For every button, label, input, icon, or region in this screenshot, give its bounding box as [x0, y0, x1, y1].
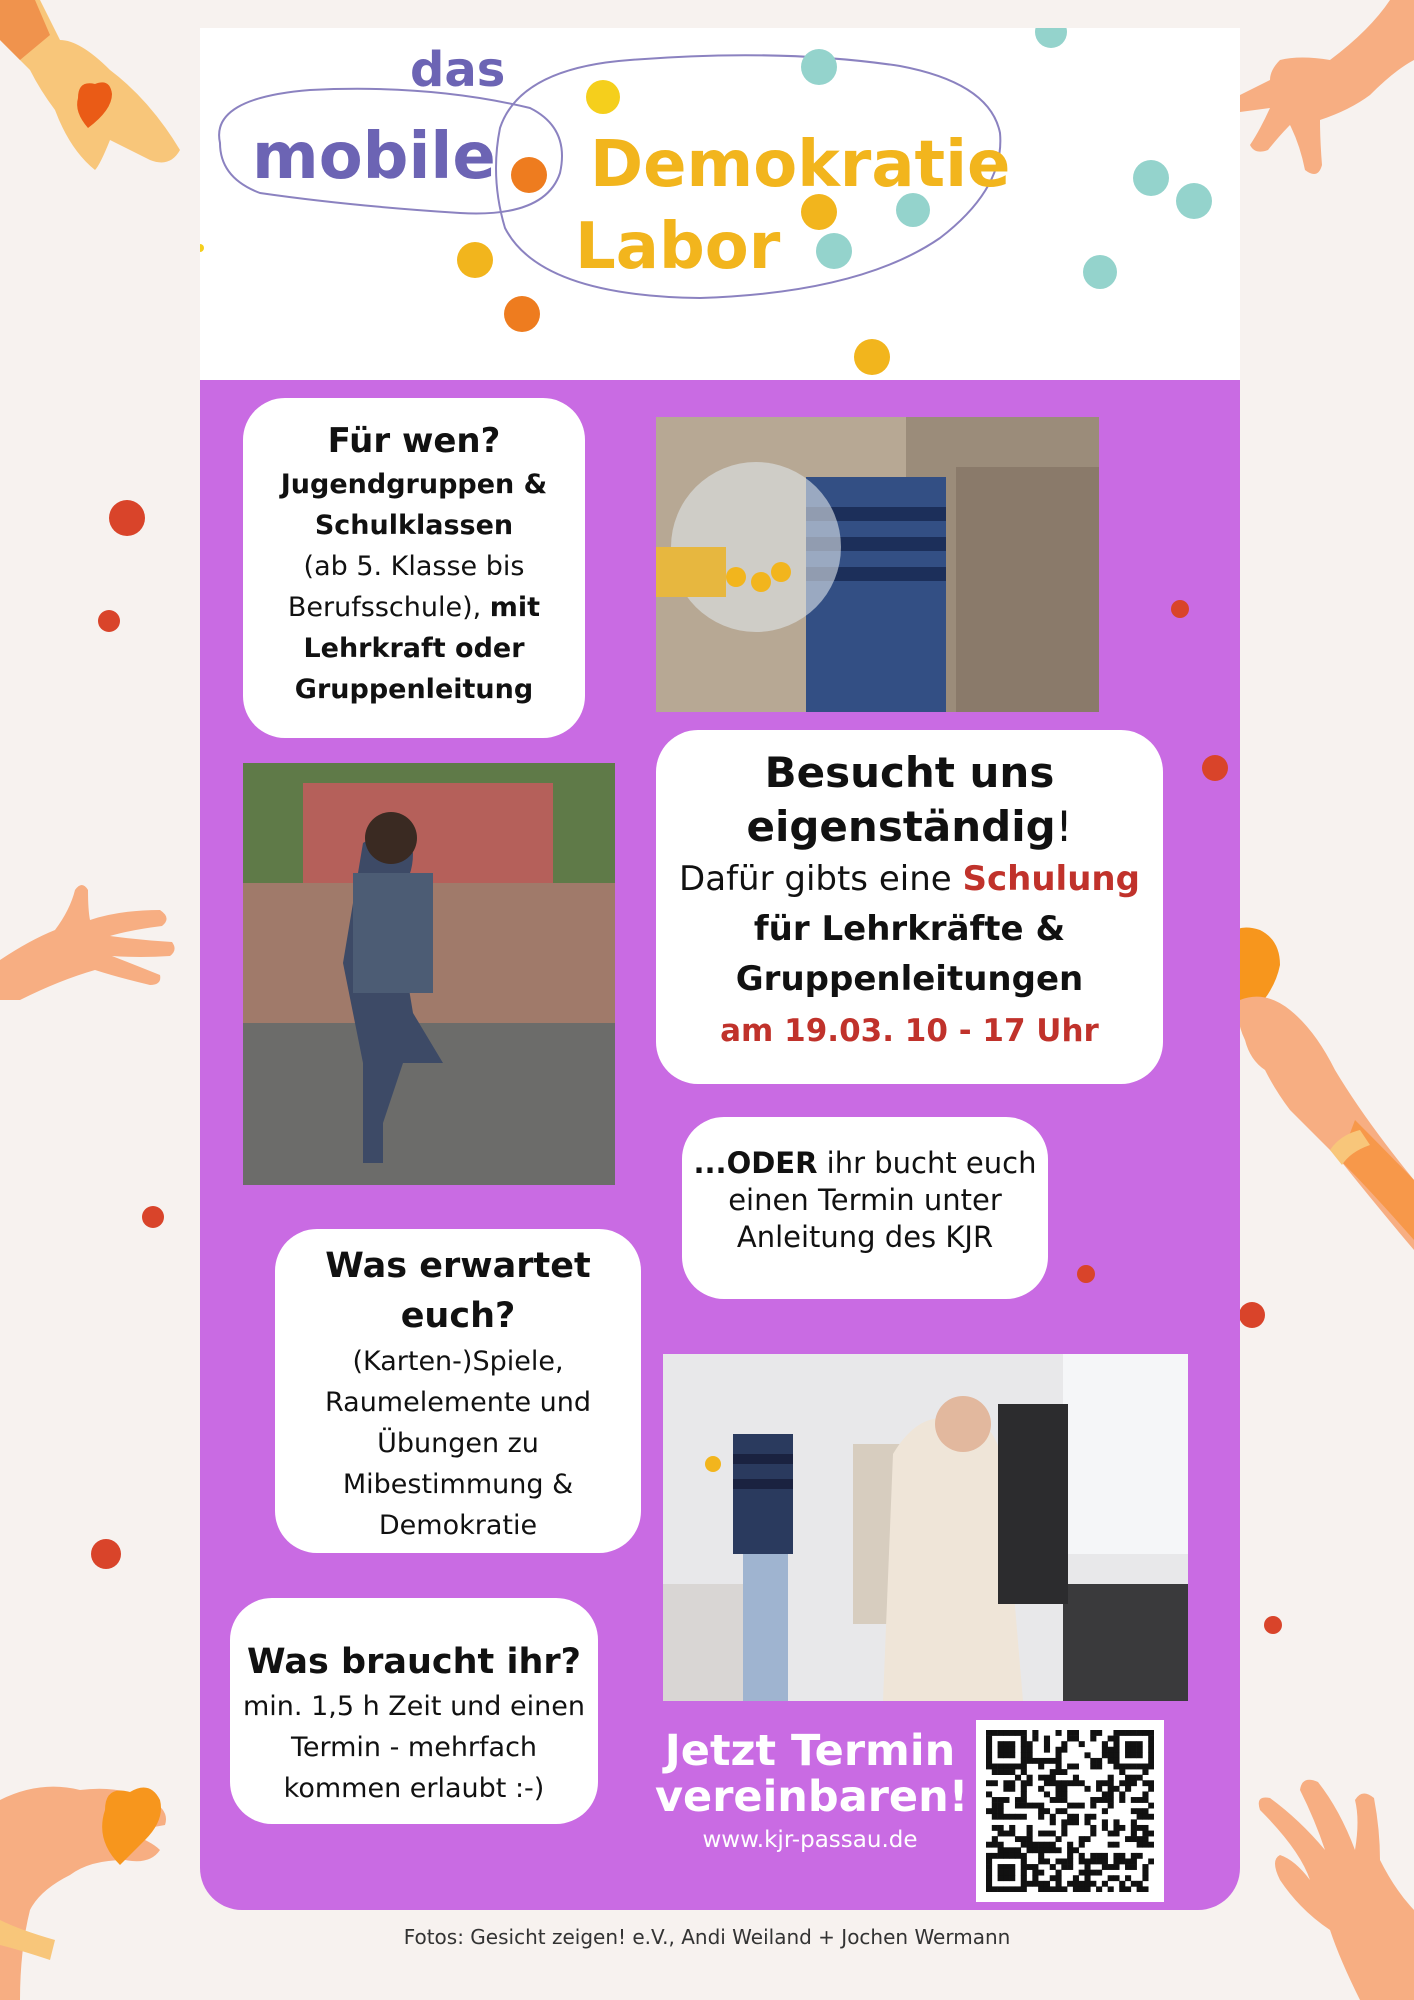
photo-bowl-game: [656, 417, 1099, 712]
qr-code[interactable]: [976, 1720, 1164, 1902]
date-text: am 19.03. 10 - 17 Uhr: [720, 1013, 1099, 1049]
text-line: [656, 854, 1163, 904]
card-booking: [682, 1117, 1048, 1299]
card-title: euch?: [400, 1296, 516, 1336]
card-title: Was erwartet: [325, 1246, 591, 1286]
text-line: Raumelemente und: [324, 1387, 592, 1418]
poster: [200, 28, 1240, 1910]
decor-dot: [142, 1206, 164, 1228]
text-span: Dafür gibts eine: [679, 859, 952, 899]
text-line: Demokratie: [378, 1510, 538, 1541]
hand-bottom-right-icon: [1240, 1760, 1414, 2000]
text-span: ...ODER: [693, 1146, 818, 1180]
decor-dot: [98, 610, 120, 632]
website-link[interactable]: www.kjr-passau.de: [702, 1827, 918, 1853]
text-line: Anleitung des KJR: [736, 1220, 994, 1254]
logo-mobile: mobile: [252, 120, 496, 194]
card-requirements: [230, 1598, 598, 1824]
photo-juggling-group: [663, 1354, 1188, 1701]
text-span: eigenständig: [746, 802, 1056, 851]
photo-credits: Fotos: Gesicht zeigen! e.V., Andi Weiland + Jochen Wermann: [403, 1925, 1011, 1949]
text-line: einen Termin unter: [728, 1183, 1002, 1217]
decor-dot: [1239, 1302, 1265, 1328]
hand-top-right-icon: [1210, 0, 1414, 200]
text-span: ihr bucht euch: [826, 1146, 1037, 1180]
text-line: Lehrkraft oder: [303, 633, 525, 664]
decor-dot: [1264, 1616, 1282, 1634]
text-line: Übungen zu: [377, 1428, 539, 1459]
text-line: kommen erlaubt :-): [283, 1773, 545, 1804]
logo-labor: Labor: [575, 210, 781, 284]
qr-code-graphic: [986, 1730, 1154, 1892]
cta-heading: Jetzt Termin: [664, 1726, 956, 1776]
card-visit-independently: [656, 730, 1163, 1084]
card-title: Für wen?: [327, 421, 501, 461]
text-line: für Lehrkräfte &: [753, 909, 1066, 949]
card-title: [656, 800, 1163, 854]
card-title: Was braucht ihr?: [247, 1642, 581, 1682]
logo-das: das: [410, 42, 506, 98]
logo-demokratie: Demokratie: [590, 128, 1011, 202]
card-target-group: [243, 398, 585, 738]
hand-bottom-left-icon: [0, 1740, 210, 2000]
hand-left-middle-icon: [0, 850, 180, 1010]
decor-dot: [91, 1539, 121, 1569]
text-line: min. 1,5 h Zeit und einen: [243, 1691, 585, 1722]
text-span: mit: [489, 592, 541, 623]
card-what-to-expect: [275, 1229, 641, 1553]
text-line: Gruppenleitung: [294, 674, 534, 705]
card-title: Besucht uns: [764, 748, 1055, 797]
text-span: Schulung: [962, 859, 1140, 899]
cta-block: [655, 1726, 969, 1860]
text-line: [682, 1145, 1048, 1182]
photo-boy-balancing: [243, 763, 615, 1185]
logo: [200, 28, 1240, 380]
decor-dot: [109, 500, 145, 536]
header: [200, 28, 1240, 380]
cta-heading: vereinbaren!: [655, 1772, 969, 1822]
decor-dot: [1202, 755, 1228, 781]
hand-top-left-icon: [0, 0, 190, 190]
text-span: !: [1055, 802, 1073, 851]
text-span: Berufsschule),: [287, 592, 482, 623]
text-line: Jugendgruppen &: [280, 469, 548, 500]
text-line: Mibestimmung &: [342, 1469, 574, 1500]
decor-dot: [1077, 1265, 1095, 1283]
text-line: (ab 5. Klasse bis: [303, 551, 525, 582]
text-line: [243, 587, 585, 628]
text-line: Gruppenleitungen: [735, 959, 1084, 999]
text-line: Schulklassen: [314, 510, 514, 541]
decor-dot: [1171, 600, 1189, 618]
text-line: Termin - mehrfach: [290, 1732, 538, 1763]
text-line: (Karten-)Spiele,: [352, 1346, 564, 1377]
